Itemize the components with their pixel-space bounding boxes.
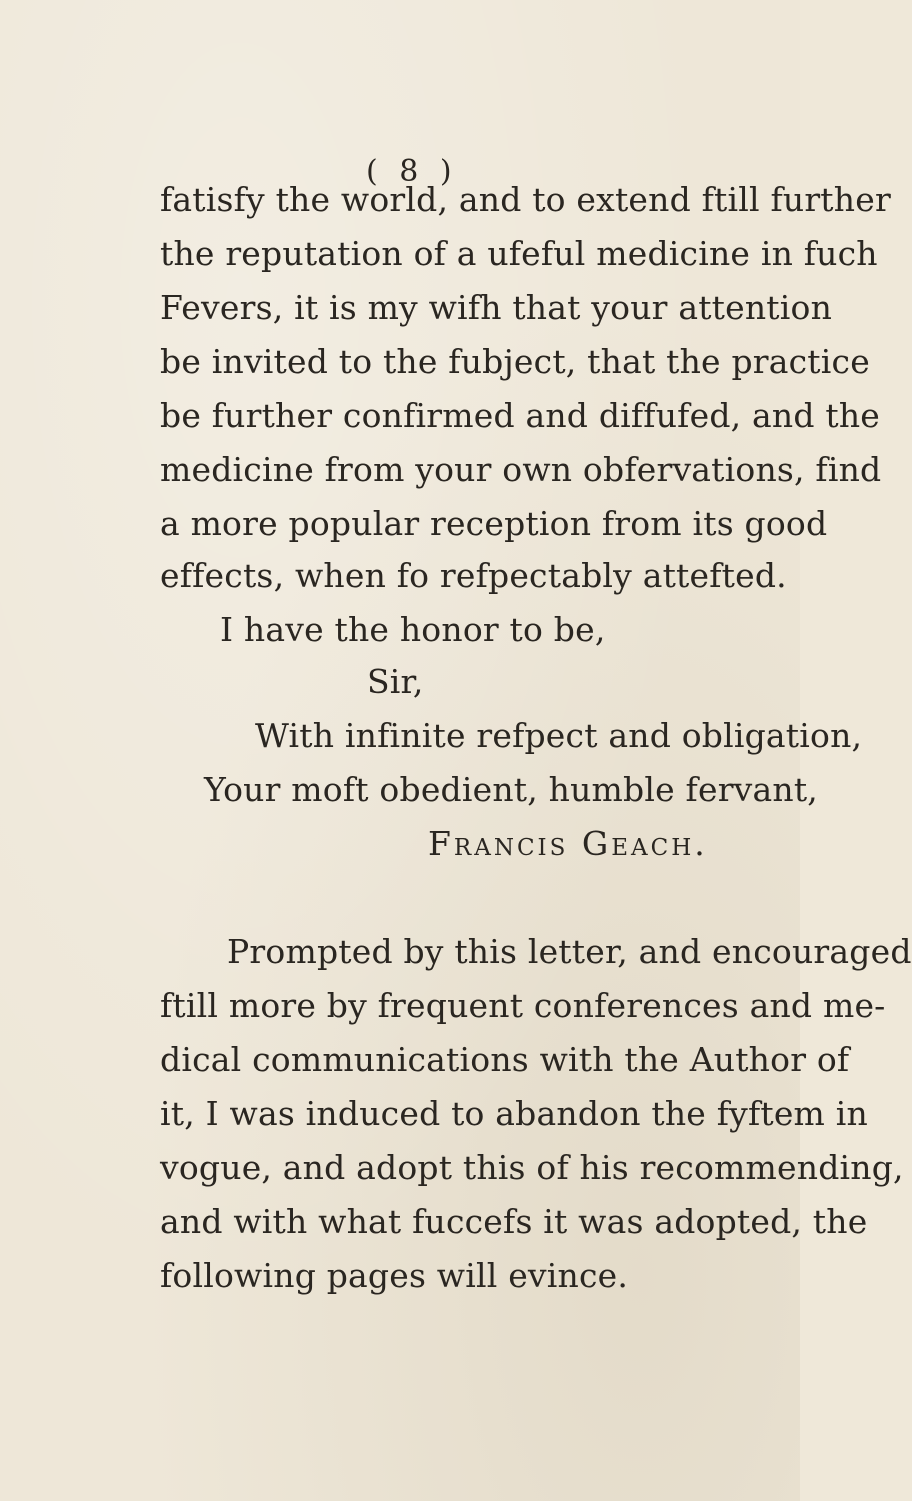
signature: Francis Geach.	[428, 824, 708, 863]
page-number: ( 8 )	[366, 154, 458, 189]
paragraph-line: it, I was induced to abandon the fyftem in	[160, 1094, 868, 1133]
letter-line: be invited to the fubject, that the practice	[160, 342, 870, 381]
paragraph-line: vogue, and adopt this of his recommending,	[160, 1148, 904, 1187]
letter-line: a more popular reception from its good	[160, 504, 828, 543]
letter-line: fatisfy the world, and to extend ftill further	[160, 180, 891, 219]
paragraph-line: following pages will evince.	[160, 1256, 629, 1295]
closing-line: With infinite refpect and obligation,	[255, 716, 863, 755]
closing-line: Your moft obedient, humble fervant,	[204, 770, 818, 809]
letter-line: medicine from your own obfervations, find	[160, 450, 882, 489]
salutation: Sir,	[367, 662, 424, 701]
paragraph-line: and with what fuccefs it was adopted, the	[160, 1202, 868, 1241]
letter-line: the reputation of a ufeful medicine in fuch	[160, 234, 878, 273]
paragraph-line: Prompted by this letter, and encouraged	[227, 932, 912, 971]
letter-line: effects, when fo refpectably attefted.	[160, 556, 787, 595]
paragraph-line: dical communications with the Author of	[160, 1040, 850, 1079]
closing-line: I have the honor to be,	[220, 610, 606, 649]
paragraph-line: ftill more by frequent conferences and me-	[160, 986, 886, 1025]
letter-line: be further confirmed and diffufed, and the	[160, 396, 881, 435]
letter-line: Fevers, it is my wifh that your attention	[160, 288, 833, 327]
